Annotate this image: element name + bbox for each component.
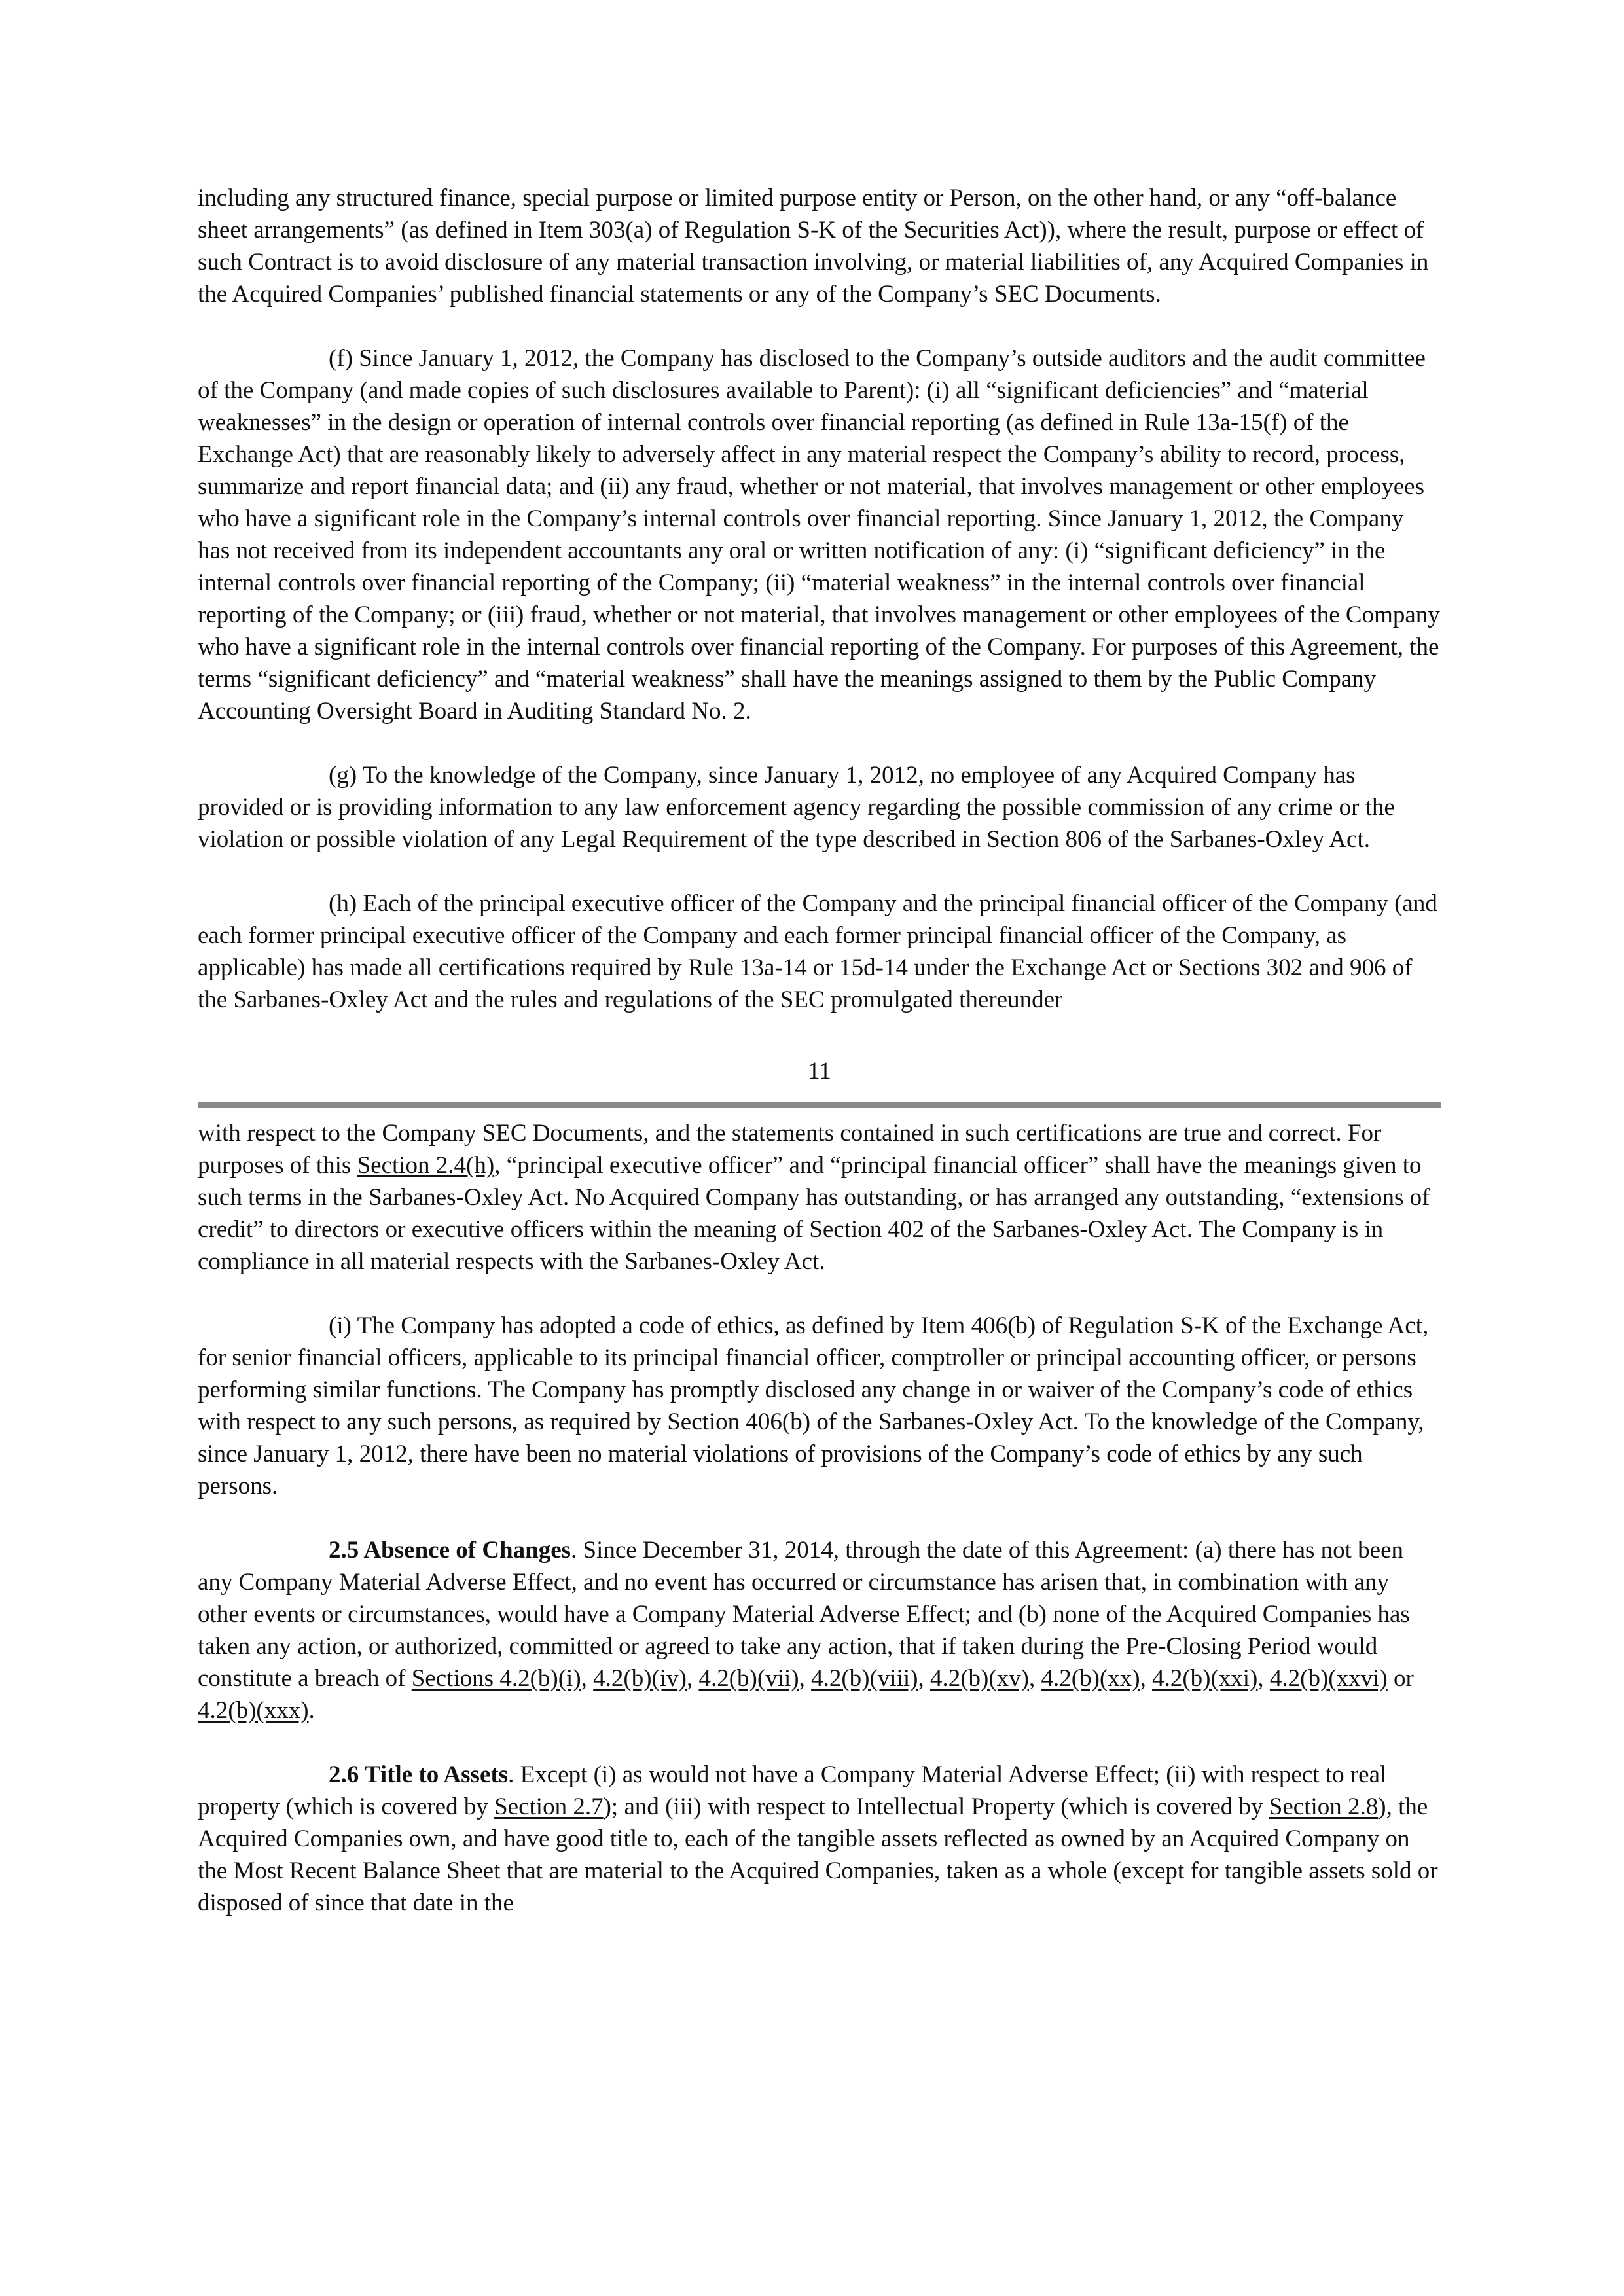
text: ); and (iii) with respect to Intellectual Property (which is covered by: [603, 1793, 1269, 1820]
section-link[interactable]: 4.2(b)(iv): [593, 1665, 687, 1692]
paragraph-continuation: including any structured finance, special purpose or limited purpose entity or Person, on the other hand, or any “off-balance sheet arrangements” (as defined in Item 303(a) of Regulation S-K of the Securities Act)), where the result, purpose or effect of such Contract is to avoid disclosure of any material transaction involving, or material liabilities of, any Acquired Companies in the Acquired Companies’ published financial statements or any of the Company’s SEC Documents.: [198, 185, 1429, 308]
section-link[interactable]: 4.2(b)(xxvi): [1269, 1665, 1388, 1692]
page-number: 11: [808, 1058, 831, 1085]
text: , “principal executive officer” and “principal financial officer” shall have the meanings given to such terms in the Sarbanes-Oxley Act. No Acquired Company has outstanding, or has arranged any outstanding, “extensions of credit” to directors or executive officers within the meaning of Section 402 of the Sarbanes-Oxley Act. The Company is in compliance in all material respects with the Sarbanes-Oxley Act.: [198, 1152, 1430, 1275]
separator: ,: [1257, 1665, 1270, 1692]
document-page: [198, 182, 1441, 1919]
text: . Since December 31, 2014, through the date of this Agreement: (a) there has not been any Company Material Adverse Effect, and no event has occurred or circumstance has arisen that, in combination with any other events or circumstances, would have a Company Material Adverse Effect; and (b) none of the Acquired Companies has taken any action, or authorized, committed or agreed to take any action, that if taken during the Pre-Closing Period would constitute a breach of: [198, 1537, 1410, 1692]
paragraph-h: (h) Each of the principal executive officer of the Company and the principal financial officer of the Company (and each former principal executive officer of the Company and each former principal financial officer of the Company, as applicable) has made all certifications required by Rule 13a-14 or 15d-14 under the Exchange Act or Sections 302 and 906 of the Sarbanes-Oxley Act and the rules and regulations of the SEC promulgated thereunder: [198, 890, 1437, 1013]
section-link[interactable]: Sections 4.2(b)(i): [411, 1665, 581, 1692]
separator: ,: [799, 1665, 812, 1692]
section-link[interactable]: 4.2(b)(vii): [698, 1665, 799, 1692]
section-heading: 2.6 Title to Assets: [329, 1761, 509, 1788]
separator: ,: [918, 1665, 930, 1692]
text: . Except (i) as would not have a Company Material Adverse Effect; (ii) with respect to real property (which is covered by: [198, 1761, 1387, 1820]
period: .: [308, 1697, 315, 1724]
separator: or: [1387, 1665, 1414, 1692]
section-link[interactable]: Section 2.7: [494, 1793, 604, 1820]
paragraph-g: (g) To the knowledge of the Company, since January 1, 2012, no employee of any Acquired Company has provided or is providing information to any law enforcement agency regarding the possible commission of any crime or the violation or possible violation of any Legal Requirement of the type described in Section 806 of the Sarbanes-Oxley Act.: [198, 762, 1395, 853]
section-link[interactable]: 4.2(b)(xxx): [198, 1697, 309, 1724]
separator: ,: [686, 1665, 699, 1692]
paragraph-f: (f) Since January 1, 2012, the Company has disclosed to the Company’s outside auditors and the audit committee of the Company (and made copies of such disclosures available to Parent): (i) all “significant deficiencies” and “material weaknesses” in the design or operation of internal controls over financial reporting (as defined in Rule 13a-15(f) of the Exchange Act) that are reasonably likely to adversely affect in any material respect the Company’s ability to record, process, summarize and report financial data; and (ii) any fraud, whether or not material, that involves management or other employees who have a significant role in the Company’s internal controls over financial reporting. Since January 1, 2012, the Company has not received from its independent accountants any oral or written notification of any: (i) “significant deficiency” in the internal controls over financial reporting of the Company; (ii) “material weakness” in the internal controls over financial reporting of the Company; or (iii) fraud, whether or not material, that involves management or other employees of the Company who have a significant role in the internal controls over financial reporting of the Company. For purposes of this Agreement, the terms “significant deficiency” and “material weakness” shall have the meanings assigned to them by the Public Company Accounting Oversight Board in Auditing Standard No. 2.: [198, 345, 1440, 725]
section-link[interactable]: 4.2(b)(xxi): [1152, 1665, 1258, 1692]
section-link[interactable]: 4.2(b)(xv): [929, 1665, 1030, 1692]
section-link[interactable]: 4.2(b)(viii): [811, 1665, 918, 1692]
section-link[interactable]: 4.2(b)(xx): [1041, 1665, 1140, 1692]
separator: ,: [1029, 1665, 1041, 1692]
paragraph-i: (i) The Company has adopted a code of ethics, as defined by Item 406(b) of Regulation S-K of the Exchange Act, for senior financial officers, applicable to its principal financial officer, comptroller or principal accounting officer, or persons performing similar functions. The Company has promptly disclosed any change in or waiver of the Company’s code of ethics with respect to any such persons, as required by Section 406(b) of the Sarbanes-Oxley Act. To the knowledge of the Company, since January 1, 2012, there have been no material violations of provisions of the Company’s code of ethics by any such persons.: [198, 1312, 1429, 1499]
section-2-5: [198, 1534, 1441, 1727]
separator: ,: [1140, 1665, 1153, 1692]
text: with respect to the Company SEC Documents, and the statements contained in such certifications are true and correct. For purposes of this: [198, 1120, 1382, 1179]
section-link[interactable]: Section 2.4(h): [357, 1152, 495, 1179]
separator: ,: [581, 1665, 594, 1692]
text: ), the Acquired Companies own, and have good title to, each of the tangible assets reflected as owned by an Acquired Company on the Most Recent Balance Sheet that are material to the Acquired Companies, taken as a whole (except for tangible assets sold or disposed of since that date in the: [198, 1793, 1438, 1916]
section-heading: 2.5 Absence of Changes: [329, 1537, 571, 1564]
section-link[interactable]: Section 2.8: [1269, 1793, 1379, 1820]
page-separator: [198, 1102, 1441, 1108]
section-2-6: [198, 1759, 1441, 1919]
paragraph-h-continued: [198, 1117, 1441, 1278]
